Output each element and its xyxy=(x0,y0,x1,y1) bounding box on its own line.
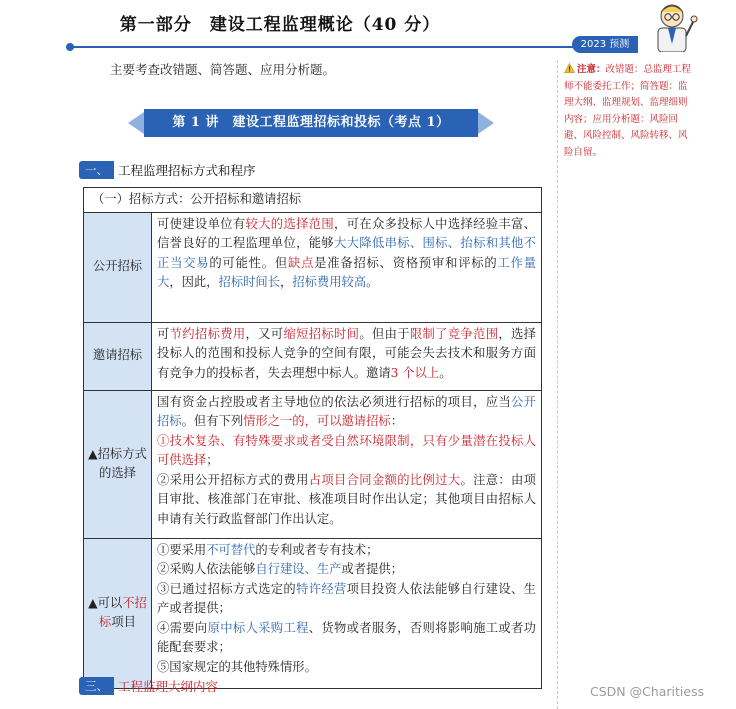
text-segment: 可 xyxy=(157,326,170,341)
row-label: ▲招标方式的选择 xyxy=(84,390,152,538)
text-segment: ： xyxy=(390,414,403,428)
section-tag: 一、 xyxy=(79,161,114,179)
text-segment: 缩短招标时间 xyxy=(283,326,360,341)
text-segment: 节约招标费用 xyxy=(169,326,246,341)
text-segment: 项目投资人依法能够自行建设、生产或者提供； xyxy=(157,581,536,615)
text-segment: 。注意：由项目审批、核准部门在审批、核准项目时作出认定；其他项目由招标人申请有关行政监督部门作出认定。 xyxy=(157,472,536,526)
text-segment: 可使建设单位有 xyxy=(157,216,246,231)
text-segment: 限制了竞争范围 xyxy=(409,326,499,341)
text-segment: 是准备招标、资格预审和评标的 xyxy=(314,255,498,270)
section-tag: 三、 xyxy=(79,677,114,695)
text-segment: 招标时间长 xyxy=(218,275,281,289)
bidding-methods-table xyxy=(83,187,542,689)
banner-tail-left xyxy=(128,112,144,134)
row-content xyxy=(152,390,542,538)
row-label xyxy=(84,538,152,688)
margin-note xyxy=(564,62,696,162)
banner-tail-right xyxy=(478,112,494,134)
table-row xyxy=(84,212,542,322)
text-segment: 项目 xyxy=(111,615,136,629)
table-row xyxy=(84,390,542,538)
table-caption: （一）招标方式：公开招标和邀请招标 xyxy=(84,188,542,213)
text-segment: 自行建设、生产 xyxy=(255,562,342,576)
text-segment: ； xyxy=(206,453,219,467)
lecture-title: 第 1 讲 建设工程监理招标和投标（考点 1） xyxy=(172,115,450,130)
section-heading-3 xyxy=(79,676,218,696)
text-segment: ④需要向 xyxy=(157,620,208,635)
page-title: 第一部分 建设工程监理概论（40 分） xyxy=(119,15,441,35)
source-watermark: CSDN @Charitiess xyxy=(590,684,705,699)
text-segment: 。但有下列 xyxy=(181,414,244,428)
text-segment: ， xyxy=(280,275,293,289)
row-content xyxy=(152,322,542,390)
text-segment: ，又可 xyxy=(245,326,284,341)
text-segment: 不可替代 xyxy=(206,542,256,557)
text-segment: 大大降低串标、围标、抬标和其他不正当交易 xyxy=(157,236,536,270)
lecture-banner xyxy=(128,109,494,137)
note-text: 改错题：总监理工程师不能委托工作；简答题：监理大纲、监理规划、监理细则内容；应用分析题：风险回避、风险控制、风险转移、风险自留。 xyxy=(564,64,692,158)
text-segment: 情形之一的，可以邀请招标 xyxy=(243,414,391,428)
text-segment: 工作量大 xyxy=(157,255,536,289)
text-segment: 较大的选择范围 xyxy=(245,216,335,231)
text-segment: ②采购人依法能够 xyxy=(157,562,256,576)
section-title: 工程监理大纲内容 xyxy=(118,679,219,694)
text-segment: 的可能性。但 xyxy=(209,255,288,270)
text-segment: 占项目合同金额的比例过大 xyxy=(308,472,461,487)
text-segment: 公开招标 xyxy=(157,394,536,428)
text-segment: 原中标人采购工程 xyxy=(207,620,309,635)
text-segment: ▲可以 xyxy=(88,595,123,610)
table-caption-row xyxy=(84,188,542,213)
table-row xyxy=(84,322,542,390)
text-segment: 特许经营 xyxy=(296,581,347,596)
section-heading-1 xyxy=(79,160,256,180)
text-segment: 、货物或者服务，否则将影响施工或者功能配套要求； xyxy=(157,620,536,654)
note-heading: 注意： xyxy=(577,64,606,75)
margin-divider xyxy=(557,60,558,709)
text-segment: ，因此， xyxy=(169,275,219,289)
row-label: 公开招标 xyxy=(84,212,152,322)
text-segment: 缺点 xyxy=(287,255,315,270)
table-row xyxy=(84,538,542,688)
section-title: 工程监理招标方式和程序 xyxy=(118,163,256,178)
intro-text: 主要考查改错题、简答题、应用分析题。 xyxy=(110,62,336,77)
text-segment: 的专利或者专有技术； xyxy=(255,542,379,557)
text-segment: ，可在众多投标人中选择经验丰富、信誉良好的工程监理单位，能够 xyxy=(157,216,536,250)
mascot-icon xyxy=(644,0,700,52)
row-content xyxy=(152,212,542,322)
text-segment: ①要采用 xyxy=(157,542,207,557)
text-segment: ③已通过招标方式选定的 xyxy=(157,581,297,596)
prediction-badge: 2023 预测 xyxy=(572,36,638,53)
title-rule xyxy=(70,46,590,48)
text-segment: 国有资金占控股或者主导地位的依法必须进行招标的项目，应当 xyxy=(157,394,512,409)
row-label: 邀请招标 xyxy=(84,322,152,390)
text-segment: ⑤国家规定的其他特殊情形。 xyxy=(157,659,317,674)
text-segment: ①技术复杂、有特殊要求或者受自然环境限制，只有少量潜在投标人可供选择 xyxy=(157,433,536,467)
text-segment: ，选择投标人的范围和投标人竞争的空间有限，可能会失去技术和服务方面有竞争力的投标者，失去理想中标人。邀请 xyxy=(157,326,536,380)
text-segment: 。 xyxy=(439,365,452,380)
text-segment: 或者提供； xyxy=(341,562,403,576)
text-segment: 招标费用较高 xyxy=(292,275,367,289)
text-segment: ②采用公开招标方式的费用 xyxy=(157,472,309,487)
text-segment: 。 xyxy=(366,275,379,289)
text-segment: 。但由于 xyxy=(359,326,410,341)
warning-icon xyxy=(564,63,575,73)
row-content xyxy=(152,538,542,688)
text-segment: 3 个以上 xyxy=(390,365,440,380)
text-segment: 不招标 xyxy=(99,595,147,629)
